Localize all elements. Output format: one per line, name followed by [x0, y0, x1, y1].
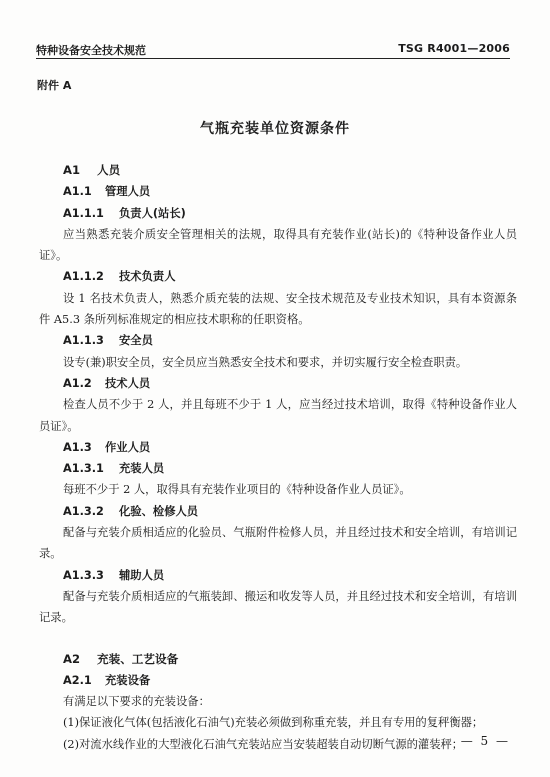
- section-heading-a1: [39, 160, 517, 181]
- section-number: A2.1: [63, 673, 92, 687]
- section-heading-a2: [39, 649, 517, 670]
- section-number: A1.1.1: [63, 206, 104, 220]
- section-number: A2: [63, 651, 81, 666]
- list-item: (2)对流水线作业的大型液化石油气充装站应当安装超装自动切断气源的灌装秤；: [63, 737, 464, 751]
- paragraph-a1-1-3: 设专(兼)职安全员，安全员应当熟悉安全技术和要求，并切实履行安全检查职责。: [63, 355, 468, 369]
- section-spacer: [39, 629, 517, 649]
- section-number: A1: [63, 163, 81, 177]
- section-heading-a2-1: [39, 670, 517, 691]
- section-label: 化验、检修人员: [119, 504, 199, 518]
- section-label: 作业人员: [105, 440, 151, 454]
- document-body: [39, 160, 517, 755]
- section-heading-a1-3: [39, 437, 517, 458]
- section-label: 负责人(站长): [119, 206, 186, 220]
- paragraph-a1-1-1: 应当熟悉充装介质安全管理相关的法规，取得具有充装作业(站长)的《特种设备作业人员证》。: [39, 227, 517, 263]
- running-header: [36, 40, 510, 59]
- section-heading-a1-3-2: [39, 501, 517, 522]
- section-heading-a1-3-3: [39, 565, 517, 586]
- header-series-title: 特种设备安全技术规范: [36, 44, 146, 57]
- section-number: A1.3.3: [63, 568, 104, 582]
- paragraph-a1-3-1: 每班不少于 2 人，取得具有充装作业项目的《特种设备作业人员证》。: [63, 483, 411, 497]
- paragraph-a1-3-2: 配备与充装介质相适应的化验员、气瓶附件检修人员，并且经过技术和安全培训，有培训记录。: [39, 526, 517, 561]
- section-heading-a1-3-1: [39, 458, 517, 479]
- section-heading-a1-1-1: [39, 203, 517, 224]
- list-item: (1)保证液化气体(包括液化石油气)充装必须做到称重充装，并且有专用的复秤衡器；: [63, 716, 484, 730]
- header-standard-code: TSG R4001—2006: [398, 42, 510, 55]
- section-heading-a1-1: [39, 181, 517, 202]
- section-label: 技术负责人: [119, 270, 176, 284]
- section-label: 充装、工艺设备: [97, 651, 179, 666]
- page-title: 气瓶充装单位资源条件: [200, 121, 350, 137]
- section-label: 技术人员: [105, 376, 151, 390]
- paragraph-a2-1: 有满足以下要求的充装设备：: [63, 695, 210, 709]
- annex-label: 附件 A: [37, 79, 72, 92]
- section-label: 安全员: [119, 334, 153, 348]
- section-label: 充装人员: [119, 462, 165, 476]
- section-number: A1.1.2: [63, 270, 104, 284]
- page-number: — 5 —: [460, 734, 510, 748]
- section-label: 管理人员: [105, 185, 151, 199]
- section-heading-a1-2: [39, 373, 517, 394]
- section-number: A1.2: [63, 376, 92, 390]
- section-label: 充装设备: [105, 673, 151, 687]
- section-number: A1.3.1: [63, 462, 104, 476]
- section-label: 人员: [97, 163, 121, 177]
- section-label: 辅助人员: [119, 568, 165, 582]
- paragraph-a1-2: 检查人员不少于 2 人，并且每班不少于 1 人，应当经过技术培训，取得《特种设备作业人员证》。: [39, 398, 517, 433]
- paragraph-a1-3-3: 配备与充装介质相适应的气瓶装卸、搬运和收发等人员，并且经过技术和安全培训，有培训记录。: [39, 589, 517, 625]
- section-number: A1.1: [63, 185, 92, 199]
- section-number: A1.3: [63, 440, 92, 454]
- section-heading-a1-1-2: [39, 266, 517, 287]
- paragraph-a1-1-2: 设 1 名技术负责人，熟悉介质充装的法规、安全技术规范及专业技术知识，具有本资源条件 A5.3 条所列标准规定的相应技术职称的任职资格。: [39, 291, 517, 327]
- section-number: A1.3.2: [63, 504, 104, 518]
- section-number: A1.1.3: [63, 334, 104, 348]
- section-heading-a1-1-3: [39, 330, 517, 351]
